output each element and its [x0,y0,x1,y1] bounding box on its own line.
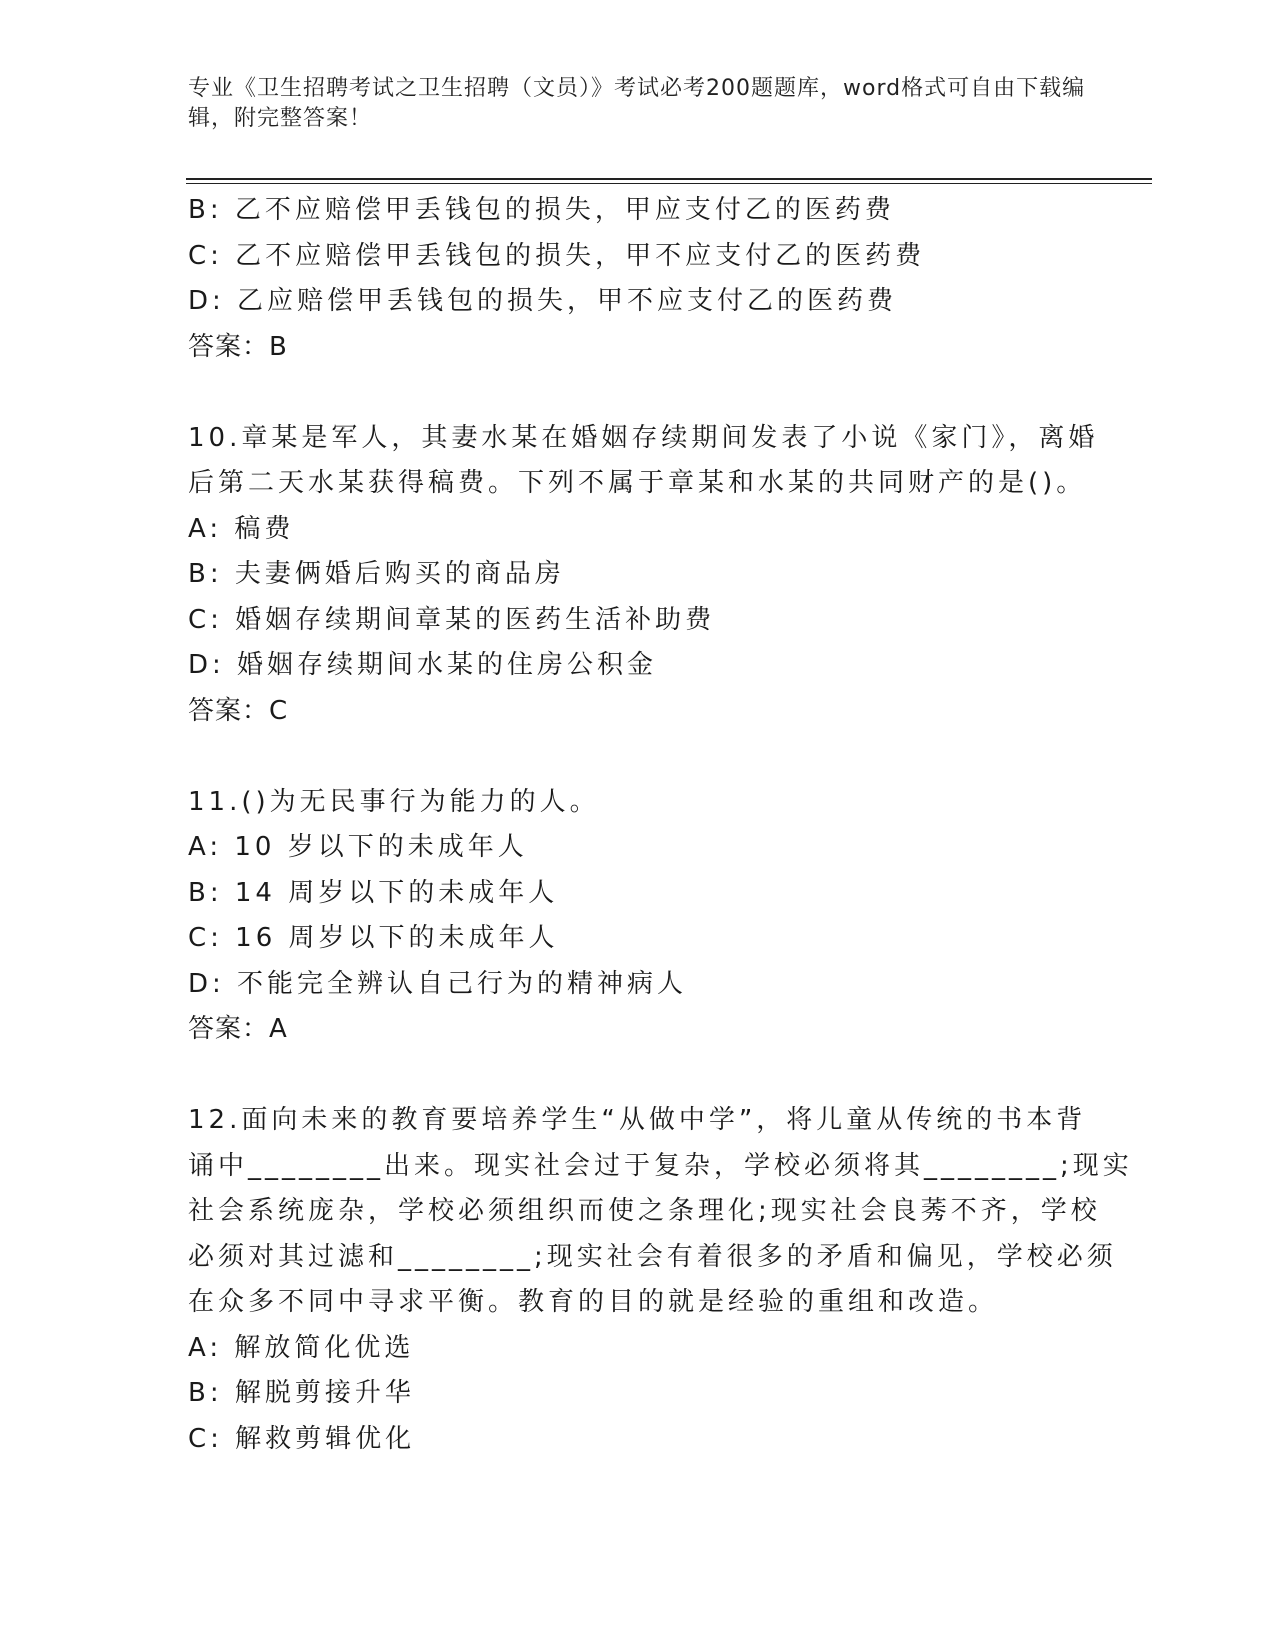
header-rule-thin [186,183,1152,184]
spacer [188,370,1088,416]
option-b: B: 14 周岁以下的未成年人 [188,877,559,908]
spacer [188,1053,1088,1099]
option-a: A: 解放简化优选 [188,1332,415,1363]
header-text: 专业《卫生招聘考试之卫生招聘（文员）》考试必考200题题库，word格式可自由下载编辑，附完整答案！ [188,76,1086,131]
option-c: C: 16 周岁以下的未成年人 [188,923,559,953]
option-c: C: 乙不应赔偿甲丢钱包的损失，甲不应支付乙的医药费 [188,240,926,271]
question-stem-line: 必须对其过滤和________;现实社会有着很多的矛盾和偏见，学校必须 [188,1241,1117,1272]
question-stem-line: 后第二天水某获得稿费。下列不属于章某和水某的共同财产的是()。 [188,468,1087,498]
option-d: D: 乙应赔偿甲丢钱包的损失，甲不应支付乙的医药费 [188,286,898,316]
question-stem-line: 在众多不同中寻求平衡。教育的目的就是经验的重组和改造。 [188,1287,999,1317]
question-10 [188,416,1099,735]
option-b: B: 解脱剪接升华 [188,1378,415,1408]
option-d: D: 婚姻存续期间水某的住房公积金 [188,650,658,680]
question-stem-line: 11.()为无民事行为能力的人。 [188,786,600,817]
question-stem-line: 10.章某是军人，其妻水某在婚姻存续期间发表了小说《家门》，离婚 [188,422,1099,453]
option-a: A: 稿费 [188,513,295,544]
answer-line: 答案：B [188,331,288,362]
option-b: B: 夫妻俩婚后购买的商品房 [188,559,565,589]
option-c: C: 婚姻存续期间章某的医药生活补助费 [188,604,716,635]
question-stem-line: 诵中________出来。现实社会过于复杂，学校必须将其________;现实 [188,1150,1133,1181]
spacer [188,734,1088,780]
answer-line: 答案：C [188,695,289,726]
option-a: A: 10 岁以下的未成年人 [188,832,528,862]
header-rule-thick [186,178,1152,180]
question-11 [188,780,1088,1053]
option-d: D: 不能完全辨认自己行为的精神病人 [188,968,688,999]
question-stem-line: 社会系统庞杂，学校必须组织而使之条理化;现实社会良莠不齐，学校 [188,1196,1101,1226]
question-9-continued [188,188,1088,370]
question-12 [188,1098,1133,1462]
document-body [188,188,1133,1462]
option-c: C: 解救剪辑优化 [188,1423,416,1454]
document-header [188,74,1088,134]
answer-line: 答案：A [188,1014,288,1044]
question-stem-line: 12.面向未来的教育要培养学生“从做中学”，将儿童从传统的书本背 [188,1105,1087,1135]
option-b: B: 乙不应赔偿甲丢钱包的损失，甲应支付乙的医药费 [188,195,895,225]
